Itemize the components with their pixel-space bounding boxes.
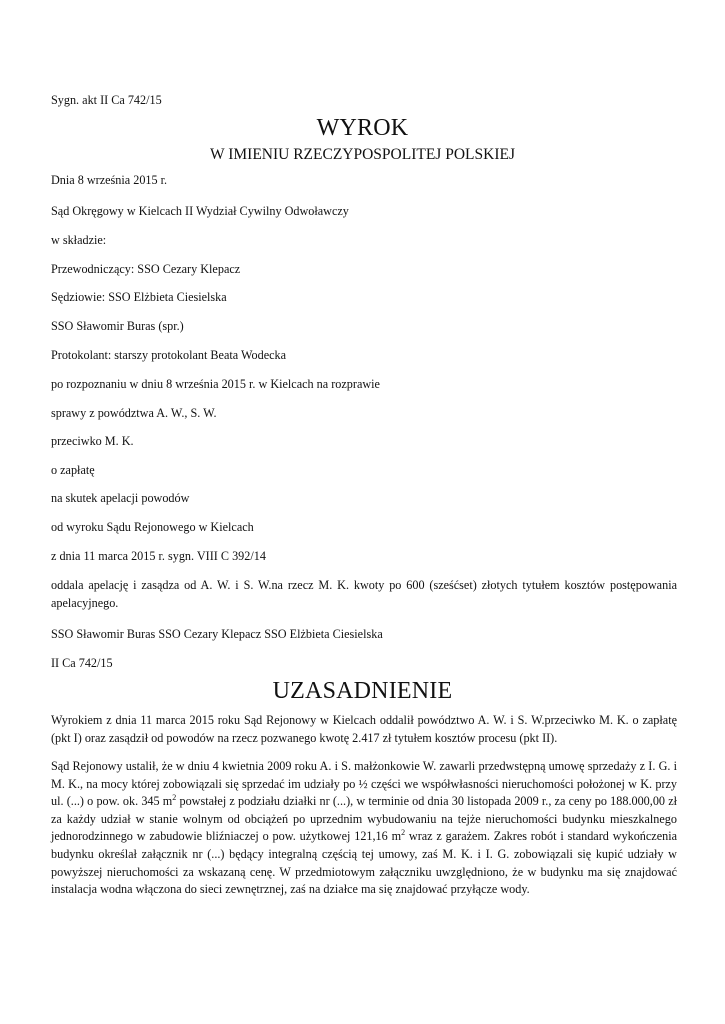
appeal-basis: na skutek apelacji powodów bbox=[51, 491, 190, 505]
rapporteur-judge: SSO Sławomir Buras (spr.) bbox=[51, 319, 184, 333]
superscript-2: 2 bbox=[401, 828, 406, 838]
case-signature: Sygn. akt II Ca 742/15 bbox=[51, 93, 162, 107]
composition-label: w składzie: bbox=[51, 233, 107, 247]
presiding-judge: Przewodniczący: SSO Cezary Klepacz bbox=[51, 262, 241, 276]
court-clerk: Protokolant: starszy protokolant Beata Wodecka bbox=[51, 348, 287, 362]
appealed-judgment: od wyroku Sądu Rejonowego w Kielcach bbox=[51, 520, 254, 534]
judges-line: Sędziowie: SSO Elżbieta Ciesielska bbox=[51, 290, 227, 304]
superscript-2: 2 bbox=[172, 793, 177, 803]
ruling-paragraph: oddala apelację i zasądza od A. W. i S. W.na rzecz M. K. kwoty po 600 (sześćset) złotych tytułem kosztów postępowania apelacyjnego. bbox=[51, 578, 677, 610]
case-reference: II Ca 742/15 bbox=[51, 656, 113, 670]
subject-of-case: o zapłatę bbox=[51, 463, 95, 477]
appealed-judgment-date: z dnia 11 marca 2015 r. sygn. VIII C 392/14 bbox=[51, 549, 266, 563]
justification-title: UZASADNIENIE bbox=[272, 678, 453, 704]
paragraph-2-text-c: wraz z garażem. Zakres robót i standard wykończenia budynku określał załącznik nr (...) będący integralną częścią tej umowy, zaś M. K. i I. G. zobowiązali się kupić udziały w powyższej nieruchomości za wskazaną cenę. W przedmiotowym załączniku uwzględniono, że w budynku ma się znajdować instalacja wodna włączona do sieci zewnętrznej, zaś na działce ma się znajdować przyłącze wody. bbox=[51, 829, 677, 897]
court-name: Sąd Okręgowy w Kielcach II Wydział Cywilny Odwoławczy bbox=[51, 204, 349, 218]
justification-paragraph-1: Wyrokiem z dnia 11 marca 2015 roku Sąd Rejonowy w Kielcach oddalił powództwo A. W. i S. W.przeciwko M. K. o zapłatę (pkt I) oraz zasądził od powodów na rzecz pozwanego kwotę 2.417 zł tytułem kosztów procesu (pkt II). bbox=[51, 713, 677, 745]
signatories: SSO Sławomir Buras SSO Cezary Klepacz SSO Elżbieta Ciesielska bbox=[51, 627, 383, 641]
judgment-subtitle: W IMIENIU RZECZYPOSPOLITEJ POLSKIEJ bbox=[210, 146, 515, 163]
justification-paragraph-2 bbox=[51, 758, 677, 899]
judgment-date: Dnia 8 września 2015 r. bbox=[51, 173, 168, 187]
parties-plaintiffs: sprawy z powództwa A. W., S. W. bbox=[51, 406, 217, 420]
paragraph-2-text-b: powstałej z podziału działki nr (...), w terminie od dnia 30 listopada 2009 r., za ceny po 188.000,00 zł za każdy udział w stanie wolnym od obciążeń po uprzednim wybudowaniu na tejże nieruchomości budynku mieszkalnego jednorodzinnego w zabudowie bliźniaczej o pow. użytkowej 121,16 m bbox=[51, 794, 677, 844]
paragraph-2-text-a: Sąd Rejonowy ustalił, że w dniu 4 kwietnia 2009 roku A. i S. małżonkowie W. zawarli przedwstępną umowę sprzedaży z I. G. i M. K., na mocy której zobowiązali się sprzedać im udziały po ½ części we współwłasności nieruchomości położonej w K. przy ul. (...) o pow. ok. 345 m bbox=[51, 759, 677, 809]
hearing-info: po rozpoznaniu w dniu 8 września 2015 r. w Kielcach na rozprawie bbox=[51, 377, 380, 391]
parties-defendant: przeciwko M. K. bbox=[51, 434, 134, 448]
judgment-title: WYROK bbox=[316, 115, 409, 141]
